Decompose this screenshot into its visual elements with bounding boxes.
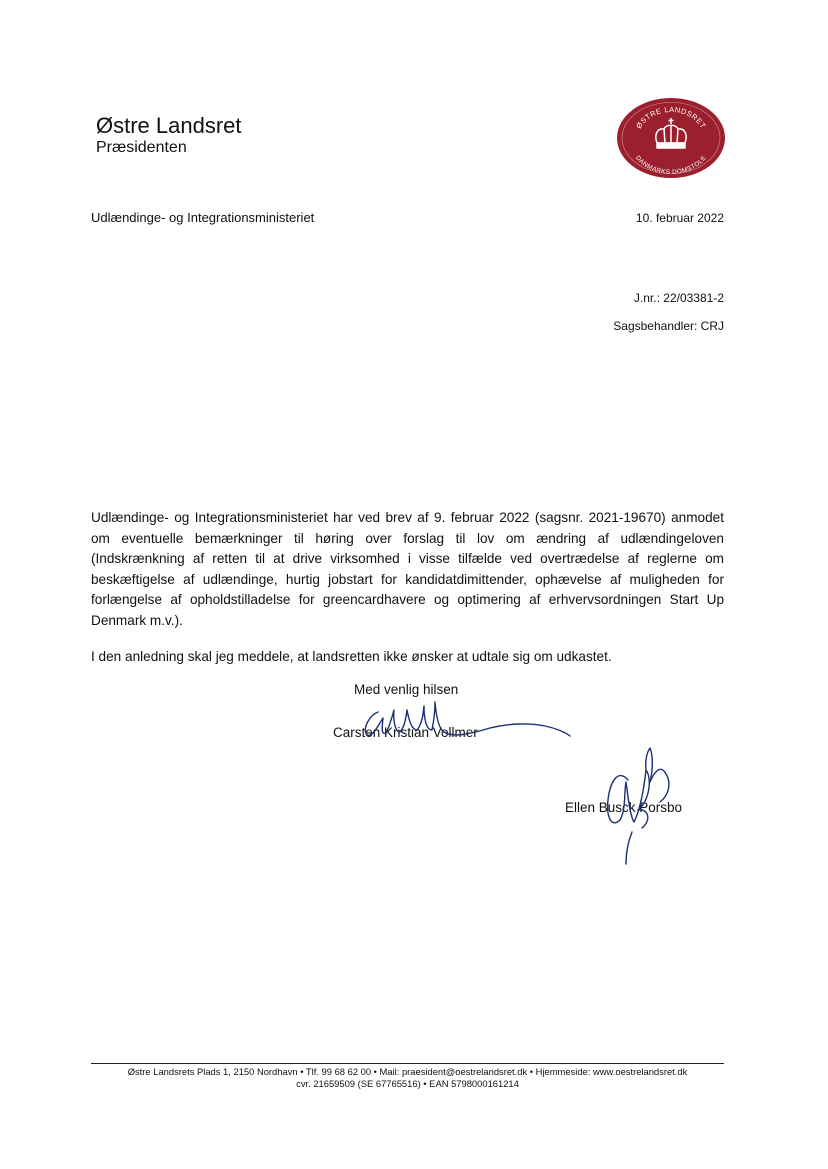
footer-contact: Østre Landsrets Plads 1, 2150 Nordhavn • Tlf. 99 68 62 00 • Mail: praesident@oestrelandsret.dk • Hjemmeside: www.oestrelandsret.dk [127, 1066, 688, 1077]
recipient: Udlændinge- og Integrationsministeriet [91, 210, 315, 225]
letter-date: 10. februar 2022 [635, 211, 724, 225]
footer-registration: cvr. 21659509 (SE 67765516) • EAN 5798000161214 [296, 1078, 519, 1089]
body-paragraph: I den anledning skal jeg meddele, at landsretten ikke ønsker at udtale sig om udkastet. [91, 649, 612, 664]
signer-name: Carsten Kristian Vollmer [333, 725, 478, 740]
journal-number: J.nr.: 22/03381-2 [633, 291, 724, 305]
body-paragraph: Udlændinge- og Integrationsministeriet har ved brev af 9. februar 2022 (sagsnr. 2021-19670) anmodet om eventuelle bemærkninger til høring over forslag til lov om ændring af udlændingeloven (Indskrænkning af retten til at drive virksomhed i visse tilfælde ved overtrædelse af reglerne om beskæftigelse af udlændinge, hurtig jobstart for kandidatdimittender, ophævelse af muligheden for forlængelse af opholdstilladelse for greencardhavere og optimering af erhvervsordningen Start Up Denmark m.v.). [91, 510, 724, 628]
signature-scribble [320, 690, 580, 750]
closing-greeting: Med venlig hilsen [354, 682, 459, 697]
case-handler: Sagsbehandler: CRJ [613, 319, 724, 333]
court-name: Østre Landsret [96, 113, 242, 138]
signer-name: Ellen Busck Porsbo [565, 800, 683, 815]
seal-top-text: ØSTRE LANDSRET [634, 104, 708, 131]
department-name: Præsidenten [96, 139, 187, 156]
footer-divider [91, 1063, 724, 1064]
seal-bottom-text: DANMARKS DOMSTOLE [634, 154, 708, 177]
signature-scribble [590, 740, 700, 870]
court-seal-logo [616, 97, 726, 179]
